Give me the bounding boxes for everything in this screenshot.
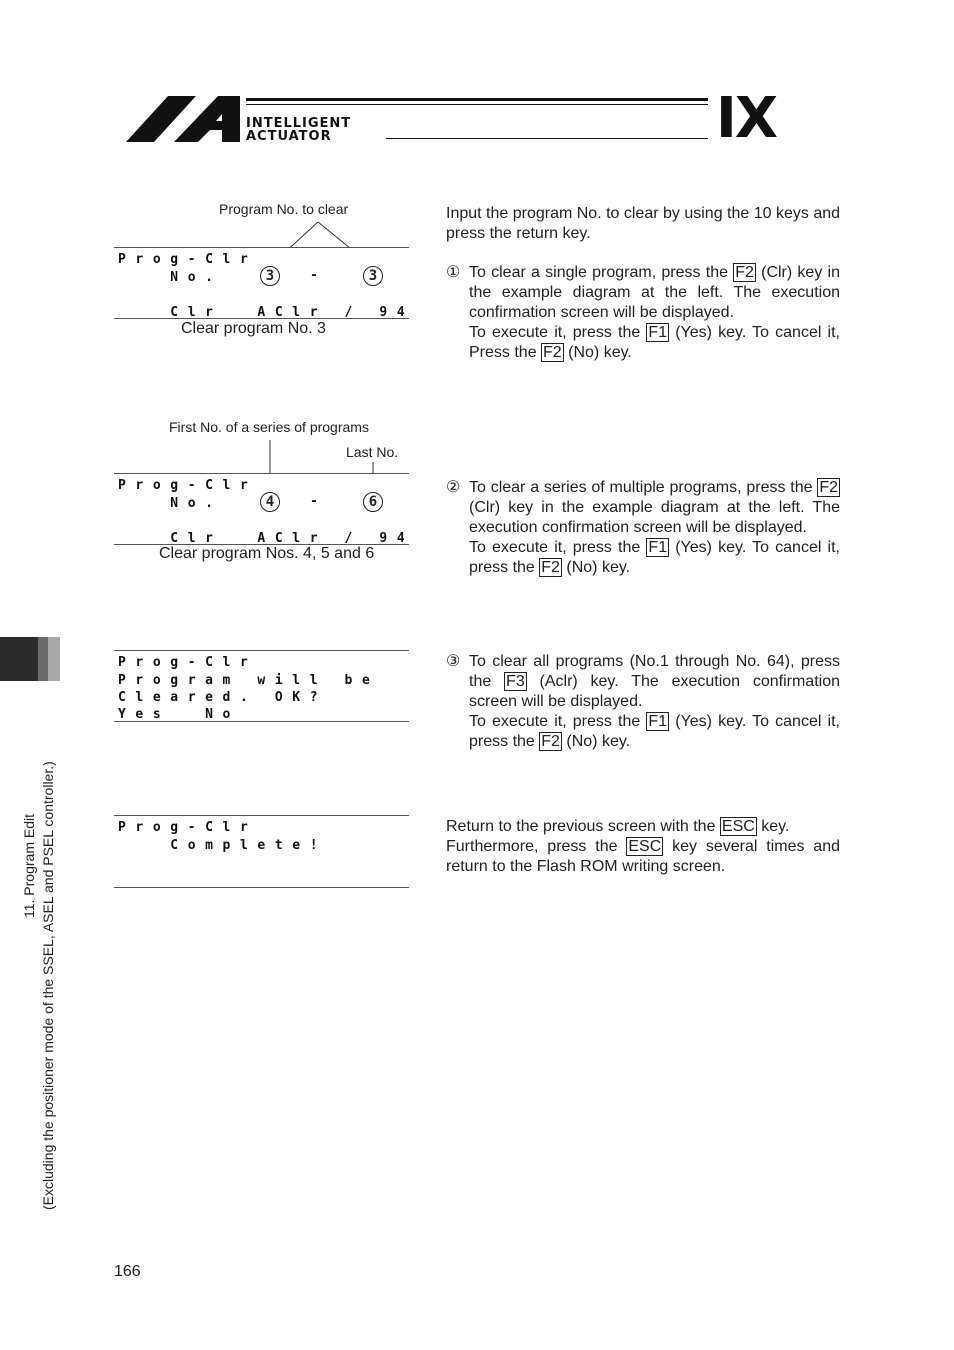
- ret-text-a: Return to the previous screen with the: [446, 818, 720, 835]
- key-esc: ESC: [628, 838, 662, 855]
- lcd-screen-3: [114, 650, 409, 722]
- header-rule-mid: [246, 104, 708, 105]
- lcd2-line1: Prog-Clr: [118, 478, 258, 493]
- circle-num-b-1: 3: [363, 266, 383, 286]
- item2-text-b: (Clr) key in the example diagram at the left. The execution confirmation screen will be displayed.: [469, 499, 840, 536]
- chapter-tab: [0, 637, 60, 681]
- key-f2: F2: [541, 559, 560, 576]
- product-logo: IX: [716, 86, 777, 151]
- item3-text-b: (Aclr) key. The execution confirmation screen will be displayed.: [469, 673, 841, 710]
- key-esc: ESC: [721, 818, 755, 835]
- chapter-sidebar-text: [20, 690, 58, 1210]
- lcd-screen-2: [114, 473, 415, 546]
- item1-text-a: To clear a single program, press the: [469, 264, 734, 281]
- item2-text-e: (No) key.: [561, 559, 631, 576]
- lcd3-line4: Yes No: [118, 707, 240, 722]
- lcd2-dash: -: [310, 494, 328, 509]
- item1-text-e: (No) key.: [563, 344, 632, 361]
- chapter-tab-mid: [38, 637, 48, 681]
- item2-text-d: (Yes) key. To cancel it, press the: [469, 539, 840, 576]
- item3-number: ③: [446, 653, 461, 670]
- intro-paragraph: [446, 204, 840, 244]
- caption-1: Clear program No. 3: [181, 320, 326, 337]
- chapter-tab-light: [48, 637, 60, 681]
- lcd-screen-4: [114, 815, 409, 888]
- chapter-title: 11. Program Edit: [21, 813, 37, 918]
- label-last-no: Last No.: [346, 444, 399, 460]
- item3-text-d: (Yes) key. To cancel it, press the: [469, 713, 840, 750]
- ret-text-b: key.: [756, 818, 790, 835]
- circle-num-a-2: 4: [260, 492, 280, 512]
- label-program-no-to-clear: Program No. to clear: [219, 201, 349, 217]
- lcd3-line1: Prog-Clr: [118, 655, 258, 670]
- key-f1: F1: [648, 539, 668, 556]
- lcd4-line1: Prog-Clr: [118, 820, 258, 835]
- chapter-note: (Excluding the positioner mode of the SSEL, ASEL and PSEL controller.): [40, 761, 56, 1210]
- item1-text-b: (Clr) key in the example diagram at the left. The execution confirmation screen will be displayed.: [469, 264, 840, 321]
- key-f2: F2: [819, 479, 838, 496]
- intro-text: Input the program No. to clear by using the 10 keys and press the return key.: [446, 205, 841, 242]
- circle-num-a-1: 3: [260, 266, 280, 286]
- lcd2-line2: No.: [118, 496, 223, 511]
- item1-text-d: (Yes) key. To cancel it, Press the: [469, 324, 840, 361]
- lcd3-line2: Program will be: [118, 673, 380, 688]
- lcd3-line3: Cleared. OK?: [118, 690, 328, 705]
- lcd4-line2: Complete!: [118, 838, 328, 853]
- item2-text-a: To clear a series of multiple programs, press the: [469, 479, 818, 496]
- item2-text-c: To execute it, press the: [469, 539, 647, 556]
- return-paragraph: [446, 817, 840, 877]
- ret-text-c: Furthermore, press the: [446, 838, 627, 855]
- brand-line2: ACTUATOR: [246, 129, 332, 144]
- ret-text-d: key several times and return to the Flash ROM writing screen.: [446, 838, 840, 875]
- key-f1: F1: [648, 324, 668, 341]
- item3-text-a: To clear all programs (No.1 through No. 64), press the: [469, 653, 840, 690]
- key-f1: F1: [648, 713, 668, 730]
- item-1: [446, 263, 840, 363]
- item3-text-e: (No) key.: [561, 733, 631, 750]
- item2-number: ②: [446, 479, 461, 496]
- brand-logo: [126, 86, 826, 151]
- item1-text-c: To execute it, press the: [469, 324, 647, 341]
- lcd1-line4: Clr AClr / 94: [118, 305, 415, 320]
- key-f2: F2: [735, 264, 754, 281]
- item1-number: ①: [446, 264, 461, 281]
- lcd1-dash: -: [310, 268, 328, 283]
- caption-2: Clear program Nos. 4, 5 and 6: [159, 545, 375, 562]
- lcd1-line2: No.: [118, 270, 223, 285]
- chapter-tab-dark: [0, 637, 38, 681]
- key-f2: F2: [541, 733, 560, 750]
- item-3: [446, 652, 840, 752]
- lcd-screen-1: [114, 247, 415, 320]
- key-f3: F3: [506, 673, 525, 690]
- item3-text-c: To execute it, press the: [469, 713, 647, 730]
- lcd2-line4: Clr AClr / 94: [118, 531, 415, 546]
- ia-logo-mark: [126, 94, 246, 144]
- header-rule-top: [246, 98, 708, 101]
- page-number: 166: [114, 1263, 141, 1280]
- circle-num-b-2: 6: [363, 492, 383, 512]
- brand-line1: INTELLIGENT: [246, 116, 352, 131]
- label-first-no: First No. of a series of programs: [169, 419, 369, 435]
- key-f2: F2: [543, 344, 562, 361]
- header-rule-bottom: [386, 138, 708, 139]
- item-2: [446, 478, 840, 578]
- lcd1-line1: Prog-Clr: [118, 252, 258, 267]
